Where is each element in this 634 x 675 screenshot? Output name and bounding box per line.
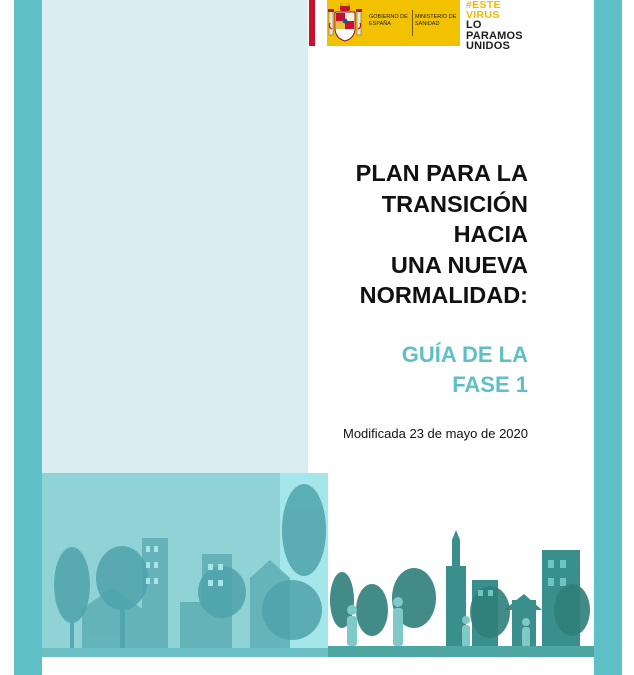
title-line: UNA NUEVA [390, 251, 528, 278]
page-subtitle [402, 340, 528, 400]
right-border-bar [594, 0, 622, 675]
slogan-unidos: UNIDOS [466, 40, 510, 52]
ground-strip [42, 657, 594, 675]
modified-date: Modificada 23 de mayo de 2020 [342, 426, 528, 441]
government-logo [309, 0, 460, 46]
subtitle-line: GUÍA DE LA [401, 342, 528, 367]
subtitle-line: FASE 1 [452, 372, 528, 397]
title-line: HACIA [453, 221, 528, 247]
slogan-paramos: PARAMOS [466, 29, 523, 42]
page-title [356, 158, 528, 311]
spanish-coat-of-arms-icon [326, 3, 364, 43]
ministry-label: MINISTERIO DE SANIDAD [415, 14, 457, 27]
campaign-slogan [466, 0, 556, 52]
logo-divider [412, 10, 413, 36]
city-skyline-illustration [42, 470, 594, 675]
government-label: GOBIERNO DE ESPAÑA [369, 14, 408, 27]
slogan-hashtag: #ESTE [466, 0, 501, 11]
slogan-virus: VIRUS [466, 9, 500, 21]
title-line: TRANSICIÓN [381, 190, 528, 217]
title-line: NORMALIDAD: [359, 282, 528, 308]
slogan-lo: LO [466, 19, 482, 31]
left-border-bar [14, 0, 42, 675]
title-line: PLAN PARA LA [355, 160, 528, 186]
